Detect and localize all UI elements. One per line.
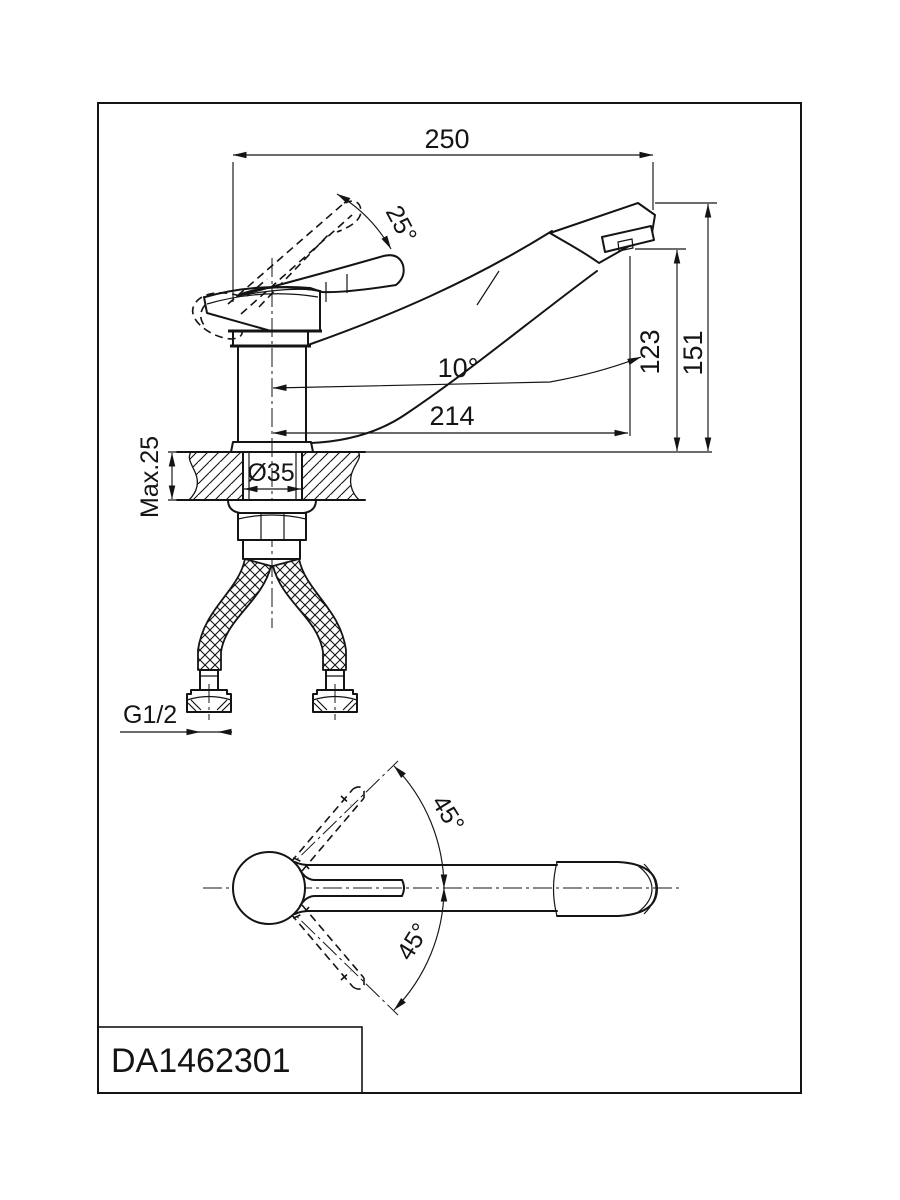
handle-lever xyxy=(237,255,404,296)
side-view xyxy=(120,124,717,732)
top-view xyxy=(203,761,682,1015)
body-circle xyxy=(233,852,305,924)
dim-outlet-height-label: 123 xyxy=(635,329,665,375)
dim-spout-reach-label: 214 xyxy=(429,401,475,431)
dim-swivel-lower-label: 45° xyxy=(391,918,436,966)
dim-thread-label: G1/2 xyxy=(123,701,178,729)
dim-spout-angle-label: 10° xyxy=(437,353,479,383)
dim-hole-diameter-label: Ø35 xyxy=(247,459,295,487)
hose-left xyxy=(198,559,271,670)
washer xyxy=(228,500,316,513)
spout xyxy=(308,200,655,443)
spout-head-top-view xyxy=(557,862,657,916)
dim-total-reach-label: 250 xyxy=(424,124,470,154)
hose-right xyxy=(273,559,346,670)
dim-handle-angle-label: 25° xyxy=(379,200,423,248)
dim-total-height-label: 151 xyxy=(678,330,708,376)
mounting-hardware xyxy=(228,500,316,559)
dim-swivel-upper-label: 45° xyxy=(425,790,470,838)
model-code-label: DA1462301 xyxy=(111,1042,291,1080)
dim-counter-thickness-label: Max.25 xyxy=(136,436,164,518)
sheet-border xyxy=(98,103,801,1093)
